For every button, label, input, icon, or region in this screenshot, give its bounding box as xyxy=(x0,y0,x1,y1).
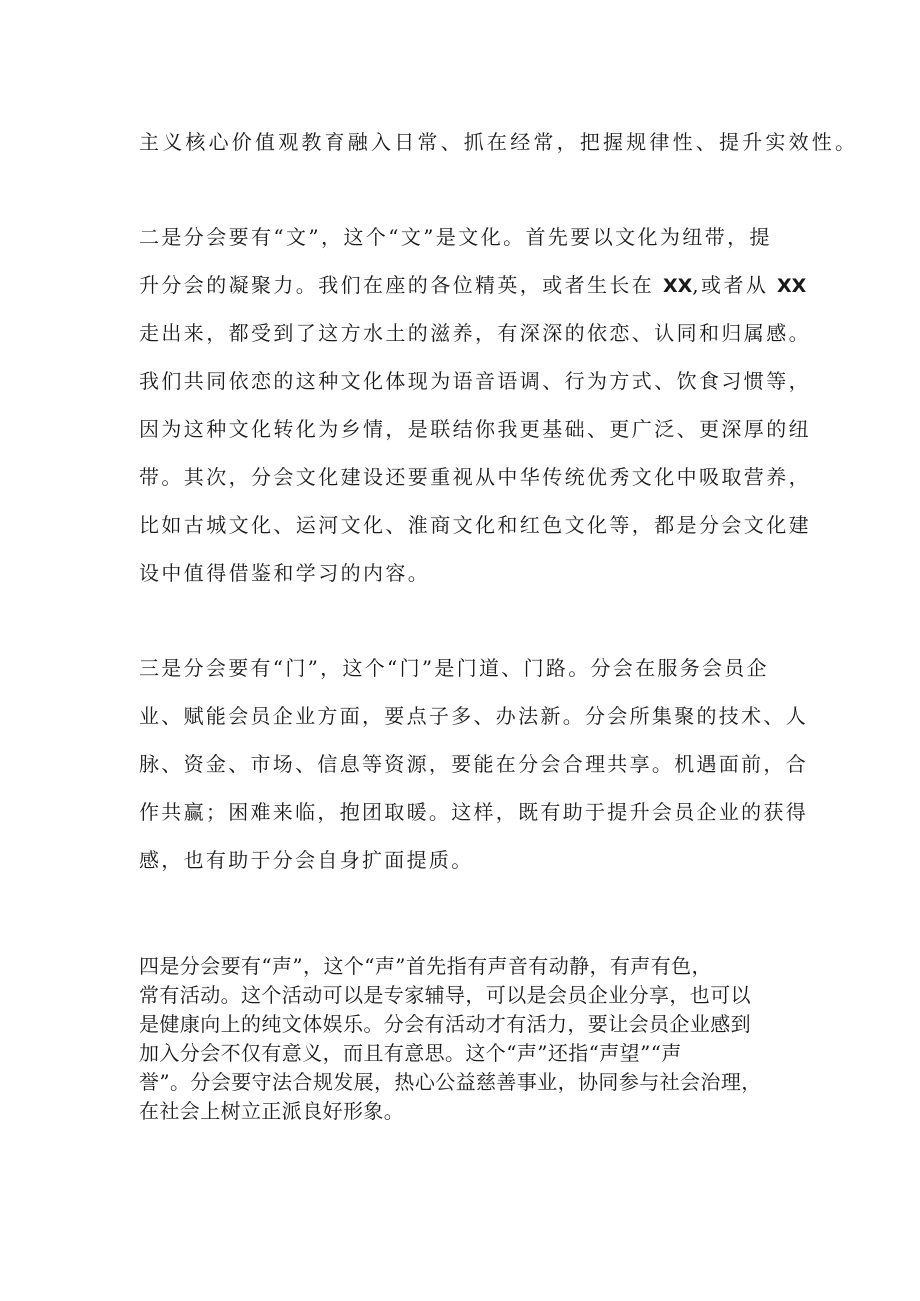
text-line: 常有活动。这个活动可以是专家辅导，可以是会员企业分享，也可以 xyxy=(139,983,751,1007)
text-line: 走出来，都受到了这方水土的滋养，有深深的依恋、认同和归属感。 xyxy=(139,321,811,345)
paragraph-3 xyxy=(139,644,808,884)
text-line: 在社会上树立正派良好形象。 xyxy=(139,1099,405,1123)
text-line-with-placeholders xyxy=(139,261,811,309)
text-line: 加入分会不仅有意义，而且有意思。这个“声”还指“声望”“声 xyxy=(139,1041,682,1065)
text-line: 我们共同依恋的这种文化体现为语音语调、行为方式、饮食习惯等， xyxy=(139,369,811,393)
text-line: 设中值得借鉴和学习的内容。 xyxy=(139,561,431,585)
text-line: 作共赢；困难来临，抱团取暖。这样，既有助于提升会员企业的获得 xyxy=(139,800,808,824)
paragraph-1 xyxy=(139,118,858,166)
text-line: 业、赋能会员企业方面，要点子多、办法新。分会所集聚的技术、人 xyxy=(139,704,808,728)
text-line: 因为这种文化转化为乡情，是联结你我更基础、更广泛、更深厚的纽 xyxy=(139,417,811,441)
text-line: 三是分会要有“门”，这个“门”是门道、门路。分会在服务会员企 xyxy=(139,656,769,680)
placeholder-xx: XX xyxy=(662,275,693,297)
paragraph-2 xyxy=(139,213,811,597)
text-line: 感，也有助于分会自身扩面提质。 xyxy=(139,848,474,872)
paragraph-4 xyxy=(139,952,762,1126)
text-line: 是健康向上的纯文体娱乐。分会有活动才有活力，要让会员企业感到 xyxy=(139,1012,751,1036)
text-segment: ,或者从 xyxy=(692,273,777,297)
text-line: 四是分会要有“声”，这个“声”首先指有声音有动静，有声有色， xyxy=(139,954,712,978)
text-line: 比如古城文化、运河文化、淮商文化和红色文化等，都是分会文化建 xyxy=(139,513,811,537)
text-line: 带。其次，分会文化建设还要重视从中华传统优秀文化中吸取营养， xyxy=(139,465,811,489)
text-segment: 升分会的凝聚力。我们在座的各位精英，或者生长在 xyxy=(139,273,663,297)
text-line: 脉、资金、市场、信息等资源，要能在分会合理共享。机遇面前，合 xyxy=(139,752,808,776)
text-line: 主义核心价值观教育融入日常、抓在经常，把握规律性、提升实效性。 xyxy=(139,130,859,154)
text-line: 誉”。分会要守法合规发展，热心公益慈善事业，协同参与社会治理， xyxy=(139,1070,762,1094)
placeholder-xx: XX xyxy=(777,275,807,297)
text-line: 二是分会要有“文”，这个“文”是文化。首先要以文化为纽带，提 xyxy=(139,225,772,249)
